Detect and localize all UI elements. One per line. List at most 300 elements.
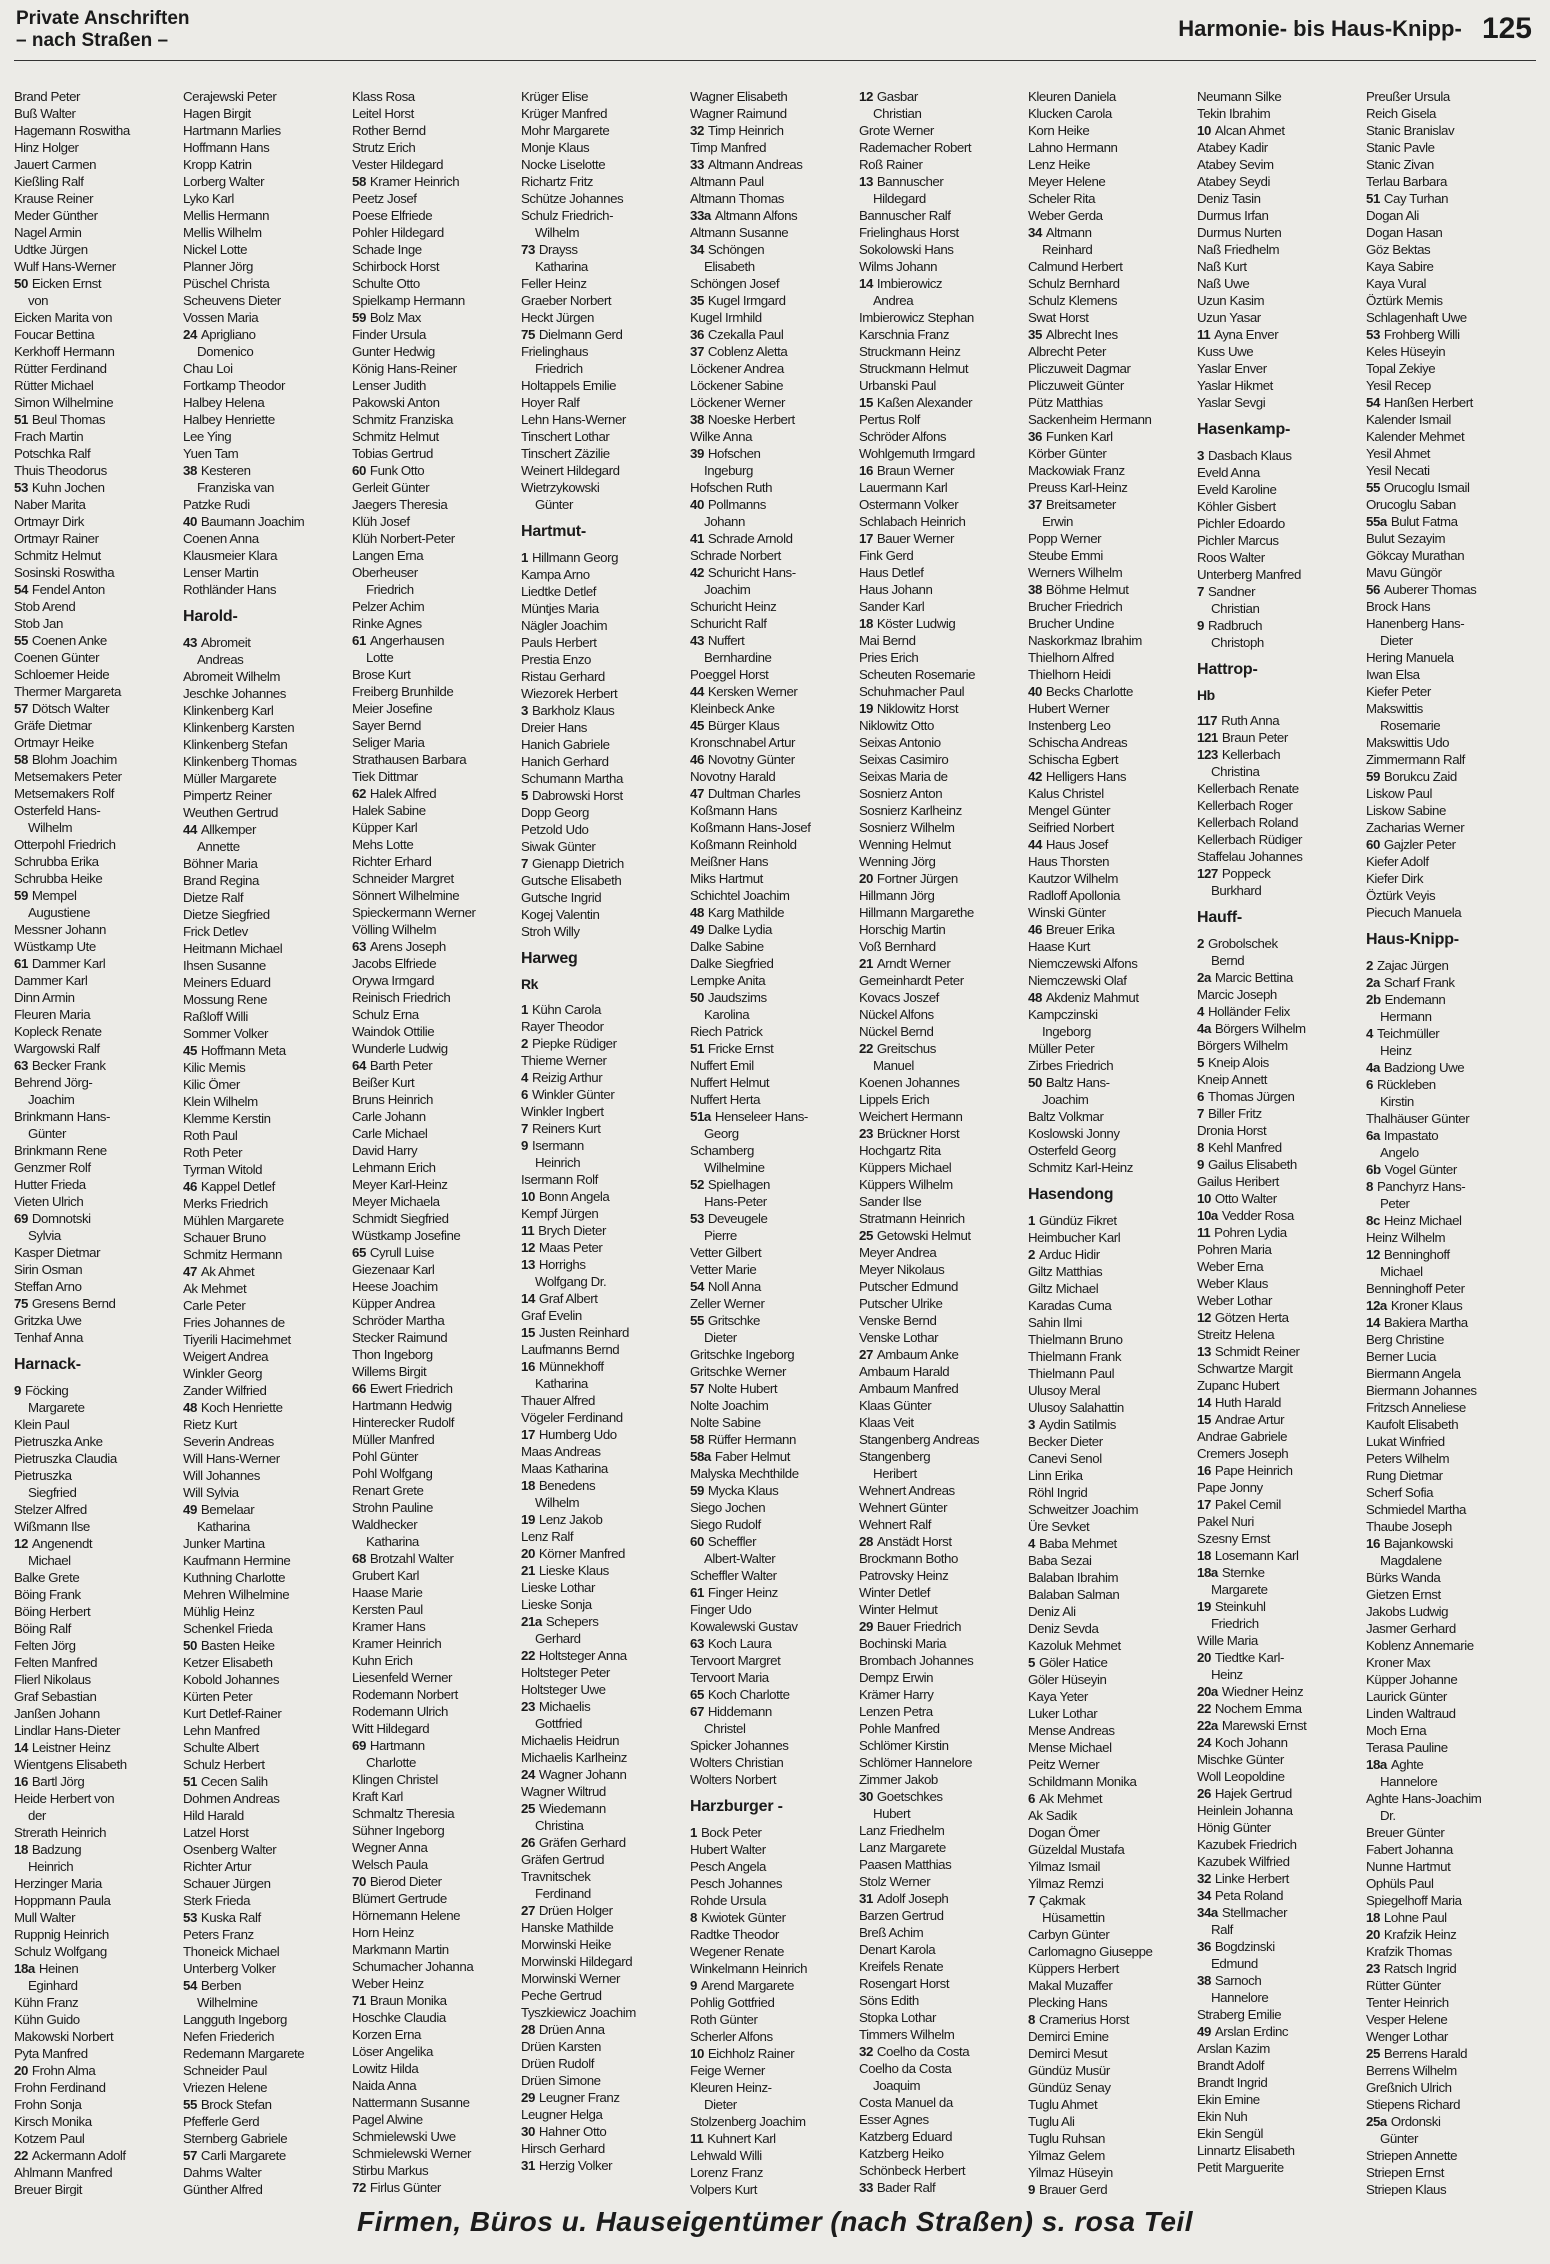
resident-name: Leistner Heinz	[31, 1740, 111, 1755]
resident-name: Striepen Ernst	[1366, 2165, 1444, 2180]
resident-name: Junker Martina	[183, 1536, 265, 1551]
resident-name: Carbyn Günter	[1028, 1927, 1110, 1942]
resident-name: Peta Roland	[1214, 1888, 1284, 1903]
resident-entry	[352, 258, 515, 275]
resident-name: Pauls Herbert	[521, 635, 597, 650]
section-title	[16, 8, 190, 52]
resident-name: Orucoglu Ismail	[1383, 480, 1470, 495]
resident-entry	[1366, 1229, 1529, 1246]
resident-name: Stellmacher	[1221, 1905, 1288, 1920]
resident-entry	[1366, 496, 1529, 513]
resident-name: Pelzer Achim	[352, 599, 425, 614]
resident-name: Bauer Friedrich	[876, 1619, 962, 1634]
resident-entry	[521, 1477, 684, 1494]
resident-name: Schischa Egbert	[1028, 752, 1119, 767]
entry-continuation: Katharina	[535, 1376, 588, 1391]
resident-name: Börgers Wilhelm	[1214, 1021, 1306, 1036]
resident-name: Gritschke Werner	[690, 1364, 787, 1379]
resident-entry	[352, 1907, 515, 1924]
resident-entry	[1028, 377, 1191, 394]
resident-entry	[859, 139, 1022, 156]
house-number: 20	[859, 871, 873, 886]
resident-name: Sosnierz Karlheinz	[859, 803, 962, 818]
resident-name: Löckener Andrea	[690, 361, 784, 376]
resident-entry	[521, 1460, 684, 1477]
resident-name: Koch Charlotte	[707, 1687, 790, 1702]
resident-name: Otterpohl Friedrich	[14, 837, 116, 852]
resident-name: Tiyerili Hacimehmet	[183, 1332, 291, 1347]
resident-entry	[183, 1807, 346, 1824]
resident-entry	[521, 1256, 684, 1273]
entry-continuation: Manuel	[873, 1058, 914, 1073]
house-number: 75	[14, 1296, 28, 1311]
house-number: 23	[859, 1126, 873, 1141]
resident-name: Stob Jan	[14, 616, 63, 631]
resident-entry	[1028, 1535, 1191, 1552]
resident-entry	[183, 1603, 346, 1620]
resident-entry	[14, 717, 177, 734]
resident-entry	[859, 207, 1022, 224]
resident-name: Köster Ludwig	[876, 616, 956, 631]
resident-entry	[1366, 974, 1529, 991]
resident-name: Meißner Hans	[690, 854, 769, 869]
resident-entry	[1366, 1416, 1529, 1433]
resident-entry	[1028, 2147, 1191, 2164]
resident-entry	[690, 173, 853, 190]
resident-entry	[690, 224, 853, 241]
resident-name: Durmus Nurten	[1197, 225, 1282, 240]
resident-name: Lenzen Petra	[859, 1704, 933, 1719]
resident-name: Kazubek Wilfried	[1197, 1854, 1290, 1869]
resident-entry	[1028, 530, 1191, 547]
resident-entry	[859, 394, 1022, 411]
resident-entry	[183, 1841, 346, 1858]
resident-entry	[521, 479, 684, 496]
house-number: 33a	[690, 208, 711, 223]
resident-name: Kersten Paul	[352, 1602, 423, 1617]
resident-name: Schweitzer Joachim	[1028, 1502, 1139, 1517]
resident-name: Tekin Ibrahim	[1197, 106, 1271, 121]
resident-name: Horn Heinz	[352, 1925, 415, 1940]
resident-name: Braun Monika	[369, 1993, 447, 2008]
house-number: 22	[859, 1041, 873, 1056]
resident-entry	[690, 1754, 853, 1771]
resident-entry	[521, 1902, 684, 1919]
resident-name: Klüh Josef	[352, 514, 410, 529]
resident-name: Latzel Horst	[183, 1825, 249, 1840]
house-number: 7	[521, 1121, 528, 1136]
resident-entry	[1028, 1654, 1191, 1671]
resident-entry	[1366, 1739, 1529, 1756]
resident-name: Roth Paul	[183, 1128, 238, 1143]
resident-name: Merks Friedrich	[183, 1196, 268, 1211]
resident-entry	[14, 955, 177, 972]
house-number: 49	[183, 1502, 197, 1517]
resident-name: Winski Günter	[1028, 905, 1106, 920]
resident-name: Wohlgemuth Irmgard	[859, 446, 975, 461]
resident-name: Holtsteger Peter	[521, 1665, 610, 1680]
resident-entry	[1366, 360, 1529, 377]
resident-entry	[521, 1103, 684, 1120]
resident-name: Kwiotek Günter	[700, 1910, 786, 1925]
resident-name: Finder Ursula	[352, 327, 426, 342]
resident-name: Giezenaar Karl	[352, 1262, 435, 1277]
resident-entry	[183, 1926, 346, 1943]
directory-column	[183, 88, 346, 2196]
resident-entry	[690, 1278, 853, 1295]
resident-entry	[14, 1416, 177, 1433]
resident-name: Kroner Max	[1366, 1655, 1431, 1670]
resident-name: Schulz Erna	[352, 1007, 419, 1022]
resident-entry	[859, 156, 1022, 173]
resident-name: Pyta Manfred	[14, 2046, 88, 2061]
resident-entry	[859, 785, 1022, 802]
resident-entry	[1028, 1552, 1191, 1569]
resident-entry	[1028, 904, 1191, 921]
resident-entry	[1197, 1870, 1360, 1887]
resident-entry	[859, 989, 1022, 1006]
resident-entry	[1197, 1173, 1360, 1190]
resident-name: Coenen Günter	[14, 650, 100, 665]
resident-name: Braun Werner	[876, 463, 955, 478]
resident-name: Linke Herbert	[1214, 1871, 1289, 1886]
resident-name: Hutter Frieda	[14, 1177, 86, 1192]
resident-entry	[690, 2079, 853, 2096]
resident-entry	[690, 2113, 853, 2130]
resident-entry	[183, 462, 346, 479]
resident-entry	[352, 1941, 515, 1958]
resident-name: Hartmann Marlies	[183, 123, 281, 138]
resident-entry	[352, 632, 515, 649]
resident-entry	[352, 496, 515, 513]
resident-name: Wagner Elisabeth	[690, 89, 788, 104]
resident-name: Kazoluk Mehmet	[1028, 1638, 1121, 1653]
resident-entry	[14, 2045, 177, 2062]
resident-entry	[1366, 1518, 1529, 1535]
resident-name: Tyszkiewicz Joachim	[521, 2005, 636, 2020]
resident-entry	[14, 734, 177, 751]
resident-name: Peitz Werner	[1028, 1757, 1100, 1772]
resident-name: Thaube Joseph	[1366, 1519, 1452, 1534]
house-number: 58	[352, 174, 366, 189]
resident-name: Pohle Manfred	[859, 1721, 940, 1736]
house-number: 117	[1197, 713, 1218, 728]
resident-name: Heitmann Michael	[183, 941, 283, 956]
entry-continuation: Kirstin	[1380, 1094, 1414, 1109]
resident-entry	[352, 1040, 515, 1057]
resident-name: Sommer Volker	[183, 1026, 269, 1041]
resident-name: Petzold Udo	[521, 822, 589, 837]
resident-name: Poese Elfriede	[352, 208, 433, 223]
resident-entry	[352, 1924, 515, 1941]
house-number: 47	[183, 1264, 197, 1279]
resident-entry	[859, 751, 1022, 768]
resident-name: Jauert Carmen	[14, 157, 97, 172]
resident-name: Günther Alfred	[183, 2182, 263, 2196]
resident-name: Spicker Johannes	[690, 1738, 789, 1753]
house-number: 60	[1366, 837, 1380, 852]
resident-name: Morwinski Heike	[521, 1937, 612, 1952]
resident-entry	[521, 2157, 684, 2174]
resident-entry	[690, 768, 853, 785]
resident-name: Lieske Klaus	[538, 1563, 609, 1578]
resident-name: Kellerbach Renate	[1197, 781, 1299, 796]
resident-name: Hoschke Claudia	[352, 2010, 446, 2025]
house-number: 7	[521, 856, 528, 871]
resident-entry	[859, 1822, 1022, 1839]
directory-column	[1028, 88, 1191, 2196]
resident-name: Baba Sezai	[1028, 1553, 1092, 1568]
resident-name: Bemelaar	[200, 1502, 255, 1517]
resident-name: Kneip Annett	[1197, 1072, 1268, 1087]
resident-name: Böhme Helmut	[1045, 582, 1129, 597]
resident-entry	[352, 904, 515, 921]
page-header	[0, 0, 1550, 62]
resident-entry	[690, 1482, 853, 1499]
resident-name: Osenberg Walter	[183, 1842, 277, 1857]
house-number: 54	[1366, 395, 1380, 410]
resident-entry	[14, 972, 177, 989]
resident-name: Unterberg Manfred	[1197, 567, 1301, 582]
resident-name: Coelho da Costa	[859, 2061, 952, 2076]
resident-name: Raßloff Willi	[183, 1009, 248, 1024]
resident-name: Meier Josefine	[352, 701, 433, 716]
house-number: 61	[14, 956, 28, 971]
resident-name: Piepke Rüdiger	[531, 1036, 617, 1051]
resident-name: Kroner Klaus	[1390, 1298, 1463, 1313]
resident-entry	[1197, 1836, 1360, 1853]
resident-name: Schmidt Reiner	[1214, 1344, 1300, 1359]
house-number: 29	[521, 2090, 535, 2105]
resident-name: Koch Henriette	[200, 1400, 283, 1415]
resident-entry	[1366, 1994, 1529, 2011]
resident-entry	[521, 377, 684, 394]
house-number: 9	[1028, 2182, 1035, 2196]
house-number: 8	[1028, 2012, 1035, 2027]
resident-entry	[1028, 1125, 1191, 1142]
resident-entry	[690, 1057, 853, 1074]
house-number: 27	[859, 1347, 873, 1362]
entry-continuation: Hans-Peter	[704, 1194, 767, 1209]
resident-name: Isermann	[531, 1138, 584, 1153]
resident-entry	[1366, 105, 1529, 122]
resident-name: Fritzsch Anneliese	[1366, 1400, 1466, 1415]
resident-name: Rademacher Robert	[859, 140, 972, 155]
entry-continuation: Wilhelmine	[704, 1160, 765, 1175]
house-number: 32	[1197, 1871, 1211, 1886]
resident-name: Morwinski Werner	[521, 1971, 620, 1986]
resident-entry	[14, 2147, 177, 2164]
resident-name: Fabert Johanna	[1366, 1842, 1453, 1857]
resident-name: Kaufmann Hermine	[183, 1553, 291, 1568]
resident-entry	[1366, 1892, 1529, 1909]
resident-name: Gerleit Günter	[352, 480, 430, 495]
resident-name: Peetz Josef	[352, 191, 417, 206]
resident-name: Mackowiak Franz	[1028, 463, 1125, 478]
resident-name: Roth Günter	[690, 2012, 758, 2027]
resident-entry	[183, 326, 346, 343]
resident-name: Leitel Horst	[352, 106, 414, 121]
resident-entry	[1366, 1960, 1529, 1977]
resident-entry	[1366, 700, 1529, 717]
resident-entry	[352, 2179, 515, 2196]
resident-entry	[1028, 1620, 1191, 1637]
resident-entry	[1197, 1938, 1360, 1955]
resident-name: Schrade Arnold	[707, 531, 793, 546]
resident-entry	[1028, 1006, 1191, 1023]
resident-entry	[859, 377, 1022, 394]
resident-entry	[14, 360, 177, 377]
resident-name: Stanic Zivan	[1366, 157, 1434, 172]
house-number: 53	[183, 1910, 197, 1925]
resident-entry	[521, 326, 684, 343]
resident-name: Scherler Alfons	[690, 2029, 773, 2044]
resident-entry	[14, 1705, 177, 1722]
street-heading: Harzburger -	[690, 1798, 783, 1815]
house-number: 17	[521, 1427, 535, 1442]
resident-name: Prestia Enzo	[521, 652, 591, 667]
resident-entry	[183, 513, 346, 530]
resident-entry	[521, 2072, 684, 2089]
resident-name: Klinkenberg Stefan	[183, 737, 288, 752]
resident-name: Körber Günter	[1028, 446, 1107, 461]
house-number: 4a	[1197, 1021, 1211, 1036]
resident-entry	[352, 1023, 515, 1040]
resident-entry	[1366, 1603, 1529, 1620]
resident-entry	[352, 1363, 515, 1380]
resident-entry	[14, 1756, 177, 1773]
house-number: 51	[690, 1041, 704, 1056]
resident-name: Ortmayr Dirk	[14, 514, 84, 529]
resident-name: Meyer Michaela	[352, 1194, 440, 1209]
resident-entry	[690, 156, 853, 173]
house-number: 58a	[690, 1449, 711, 1464]
house-number: 11	[690, 2131, 704, 2146]
resident-name: Zacharias Werner	[1366, 820, 1465, 835]
resident-name: Lyko Karl	[183, 191, 234, 206]
resident-name: Schneider Paul	[183, 2063, 267, 2078]
house-number: 16	[521, 1359, 535, 1374]
resident-name: Arndt Werner	[876, 956, 951, 971]
resident-entry	[1028, 190, 1191, 207]
resident-name: Yilmaz Hüseyin	[1028, 2165, 1113, 2180]
resident-entry	[690, 2062, 853, 2079]
resident-name: Mense Andreas	[1028, 1723, 1115, 1738]
resident-name: Nuffert Helmut	[690, 1075, 770, 1090]
resident-entry	[690, 1108, 853, 1125]
resident-entry	[352, 887, 515, 904]
resident-entry	[690, 1397, 853, 1414]
resident-name: Arslan Erdinc	[1214, 2024, 1289, 2039]
resident-name: Plecking Hans	[1028, 1995, 1108, 2010]
resident-name: Gemeinhardt Peter	[859, 973, 964, 988]
resident-entry	[183, 1093, 346, 1110]
resident-entry	[521, 770, 684, 787]
resident-name: Halek Alfred	[369, 786, 437, 801]
resident-name: Monje Klaus	[521, 140, 590, 155]
resident-entry	[859, 1482, 1022, 1499]
resident-name: Uzun Kasim	[1197, 293, 1265, 308]
resident-name: Oberheuser	[352, 565, 418, 580]
resident-entry	[1028, 1484, 1191, 1501]
resident-entry	[521, 804, 684, 821]
resident-name: Çakmak	[1038, 1893, 1086, 1908]
house-number: 6	[1366, 1077, 1373, 1092]
house-number: 69	[352, 1738, 366, 1753]
resident-entry	[690, 666, 853, 683]
resident-name: Malyska Mechthilde	[690, 1466, 799, 1481]
resident-entry	[1028, 870, 1191, 887]
resident-name: Straberg Emilie	[1197, 2007, 1282, 2022]
resident-entry	[690, 1909, 853, 1926]
house-number: 14	[1197, 1395, 1211, 1410]
house-number: 32	[859, 2044, 873, 2059]
resident-entry	[859, 717, 1022, 734]
house-number: 121	[1197, 730, 1218, 745]
resident-name: Angenendt	[31, 1536, 93, 1551]
resident-entry	[1197, 848, 1360, 865]
resident-entry	[1197, 292, 1360, 309]
resident-entry	[183, 1161, 346, 1178]
resident-entry	[690, 1737, 853, 1754]
resident-name: Ophüls Paul	[1366, 1876, 1434, 1891]
resident-name: Travnitschek	[521, 1869, 591, 1884]
resident-name: Kühn Carola	[531, 1002, 601, 1017]
resident-name: Reiners Kurt	[531, 1121, 601, 1136]
resident-name: Bulut Fatma	[1390, 514, 1458, 529]
resident-name: Lukat Winfried	[1366, 1434, 1445, 1449]
resident-name: Tinschert Lothar	[521, 429, 610, 444]
resident-entry	[1028, 598, 1191, 615]
house-number: 34	[1028, 225, 1042, 240]
resident-name: Stroh Willy	[521, 924, 580, 939]
resident-name: Vester Hildegard	[352, 157, 444, 172]
resident-name: Seixas Maria de	[859, 769, 948, 784]
resident-name: Gündüz Musür	[1028, 2063, 1110, 2078]
resident-entry	[1366, 1246, 1529, 1263]
resident-name: Meyer Helene	[1028, 174, 1106, 189]
street-heading: Hattrop-	[1197, 661, 1258, 678]
resident-entry	[1197, 1445, 1360, 1462]
resident-name: Klucken Carola	[1028, 106, 1112, 121]
resident-entry	[521, 309, 684, 326]
house-number: 43	[183, 635, 197, 650]
house-number: 15	[521, 1325, 535, 1340]
resident-entry	[690, 530, 853, 547]
resident-name: Brinkmann Hans-	[14, 1109, 110, 1124]
house-number: 43	[690, 633, 704, 648]
resident-entry	[1366, 122, 1529, 139]
resident-name: Mühlig Heinz	[183, 1604, 255, 1619]
entry-continuation: Christian	[1211, 601, 1260, 616]
resident-name: Patzke Rudi	[183, 497, 250, 512]
resident-name: Altmann Alfons	[714, 208, 798, 223]
resident-name: Küppers Herbert	[1028, 1961, 1119, 1976]
resident-entry	[14, 1824, 177, 1841]
resident-name: Rayer Theodor	[521, 1019, 604, 1034]
entry-continuation: Katharina	[197, 1519, 250, 1534]
house-number: 51	[1366, 191, 1380, 206]
resident-entry	[14, 666, 177, 683]
resident-entry	[859, 1856, 1022, 1873]
resident-entry	[859, 1652, 1022, 1669]
resident-name: Waindok Ottilie	[352, 1024, 435, 1039]
house-number: 34	[1197, 1888, 1211, 1903]
resident-name: Krüger Elise	[521, 89, 589, 104]
resident-name: Pakel Cemil	[1214, 1497, 1281, 1512]
resident-name: Waldhecker	[352, 1517, 418, 1532]
resident-name: Schloemer Heide	[14, 667, 110, 682]
